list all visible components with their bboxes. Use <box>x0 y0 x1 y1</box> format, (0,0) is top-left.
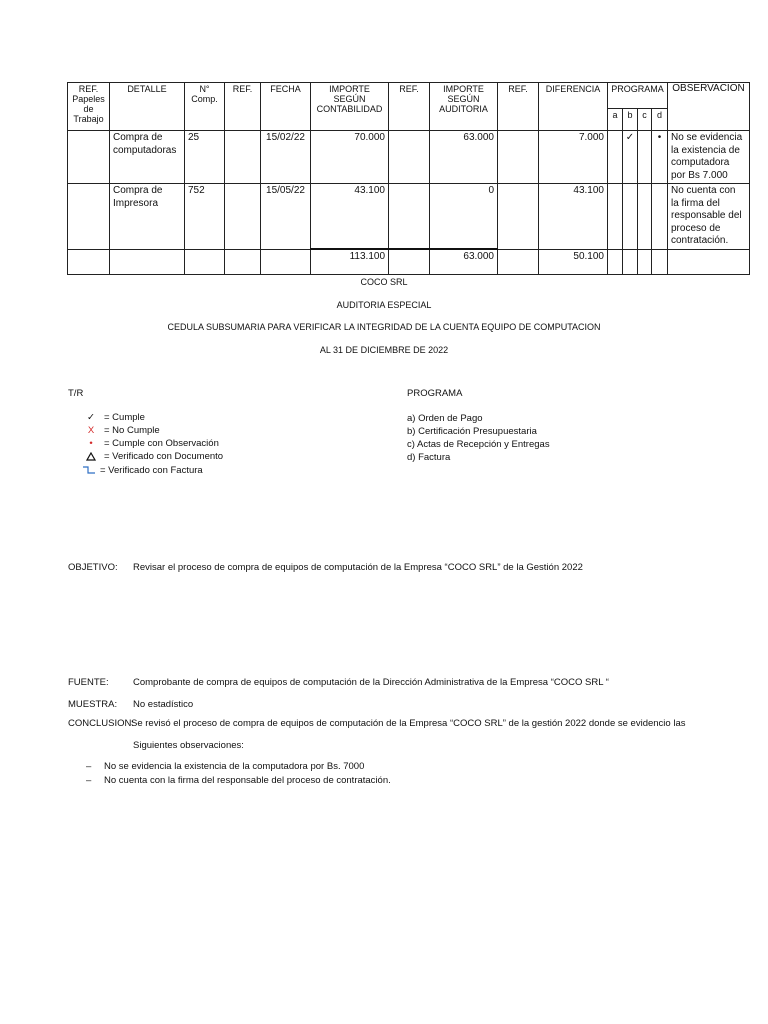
header-prog-d: d <box>652 109 668 131</box>
programa-item: d) Factura <box>407 452 451 463</box>
header-observacion: OBSERVACION <box>668 83 750 131</box>
cell-n-comp: 752 <box>185 184 225 250</box>
programa-title: PROGRAMA <box>407 388 463 399</box>
legend-title: T/R <box>68 388 84 399</box>
bullet-marker: – <box>86 761 92 772</box>
muestra-label: MUESTRA: <box>68 699 118 710</box>
factura-mark-icon <box>78 465 100 476</box>
legend-item <box>78 412 145 423</box>
legend-text: = Cumple <box>104 412 145 423</box>
programa-item: a) Orden de Pago <box>407 413 483 424</box>
cell-diferencia: 43.100 <box>539 184 608 250</box>
header-diferencia: DIFERENCIA <box>539 83 608 131</box>
header-prog-c: c <box>638 109 652 131</box>
conclusion-bullet: No cuenta con la firma del responsable del proceso de contratación. <box>104 775 391 786</box>
cell-importe-contabilidad: 43.100 <box>311 184 389 250</box>
programa-item: c) Actas de Recepción y Entregas <box>407 439 550 450</box>
header-n-comp: N° Comp. <box>185 83 225 131</box>
observation-dot-d: • <box>652 131 668 184</box>
cell-fecha: 15/02/22 <box>261 131 311 184</box>
conclusion-label: CONCLUSION: <box>68 718 134 729</box>
header-prog-a: a <box>608 109 623 131</box>
header-prog-b: b <box>623 109 638 131</box>
total-importe-auditoria: 63.000 <box>430 249 498 274</box>
bullet-marker: – <box>86 775 92 786</box>
cell-importe-auditoria: 63.000 <box>430 131 498 184</box>
conclusion-text: Se revisó el proceso de compra de equipos de computación de la Empresa “COCO SRL” de la gestión 2022 donde se evidencio las <box>131 718 686 729</box>
objetivo-label: OBJETIVO: <box>68 562 118 573</box>
objetivo-text: Revisar el proceso de compra de equipos de computación de la Empresa “COCO SRL” de la Gestión 2022 <box>133 562 583 573</box>
legend-text: = No Cumple <box>104 425 160 436</box>
header-ref-1: REF. <box>225 83 261 131</box>
cell-importe-auditoria: 0 <box>430 184 498 250</box>
cell-detalle: Compra de computadoras <box>110 131 185 184</box>
header-ref-2: REF. <box>389 83 430 131</box>
fuente-text: Comprobante de compra de equipos de computación de la Dirección Administrativa de la Empresa “COCO SRL “ <box>133 677 609 688</box>
legend-item <box>78 438 219 449</box>
cell-diferencia: 7.000 <box>539 131 608 184</box>
heading-line-4: AL 31 DE DICIEMBRE DE 2022 <box>319 345 449 355</box>
cell-observacion: No se evidencia la existencia de computadora por Bs 7.000 <box>668 131 750 184</box>
x-icon: X <box>87 425 95 436</box>
legend-item <box>78 425 160 436</box>
cell-observacion: No cuenta con la firma del responsable del proceso de contratación. <box>668 184 750 250</box>
legend-item <box>78 451 223 462</box>
legend-text: = Cumple con Observación <box>104 438 219 449</box>
header-importe-contabilidad: IMPORTE SEGÚN CONTABILIDAD <box>311 83 389 131</box>
heading-line-3: CEDULA SUBSUMARIA PARA VERIFICAR LA INTEGRIDAD DE LA CUENTA EQUIPO DE COMPUTACION <box>167 322 601 332</box>
header-programa: PROGRAMA <box>608 83 668 109</box>
heading-line-2: AUDITORIA ESPECIAL <box>336 300 432 310</box>
table-row <box>68 184 750 250</box>
table-row <box>68 131 750 184</box>
cell-importe-contabilidad: 70.000 <box>311 131 389 184</box>
triangle-icon <box>78 451 104 462</box>
conclusion-text-2: Siguientes observaciones: <box>133 740 244 751</box>
header-ref-3: REF. <box>498 83 539 131</box>
programa-item: b) Certificación Presupuestaria <box>407 426 537 437</box>
header-detalle: DETALLE <box>110 83 185 131</box>
total-diferencia: 50.100 <box>539 249 608 274</box>
dot-icon: • <box>89 438 93 449</box>
cell-n-comp: 25 <box>185 131 225 184</box>
legend-item <box>78 465 203 476</box>
total-importe-contabilidad: 113.100 <box>311 249 389 274</box>
company-name: COCO SRL <box>360 277 408 287</box>
check-mark-b: ✓ <box>623 131 638 184</box>
header-fecha: FECHA <box>261 83 311 131</box>
fuente-label: FUENTE: <box>68 677 109 688</box>
header-importe-auditoria: IMPORTE SEGÚN AUDITORIA <box>430 83 498 131</box>
cell-fecha: 15/05/22 <box>261 184 311 250</box>
cell-detalle: Compra de Impresora <box>110 184 185 250</box>
legend-text: = Verificado con Factura <box>100 465 203 476</box>
totals-row <box>68 249 750 274</box>
check-icon: ✓ <box>87 412 95 423</box>
cedula-table <box>67 82 750 275</box>
header-ref-papeles: REF. Papeles de Trabajo <box>68 83 110 131</box>
legend-text: = Verificado con Documento <box>104 451 224 462</box>
muestra-text: No estadístico <box>133 699 194 710</box>
conclusion-bullet: No se evidencia la existencia de la computadora por Bs. 7000 <box>104 761 365 772</box>
